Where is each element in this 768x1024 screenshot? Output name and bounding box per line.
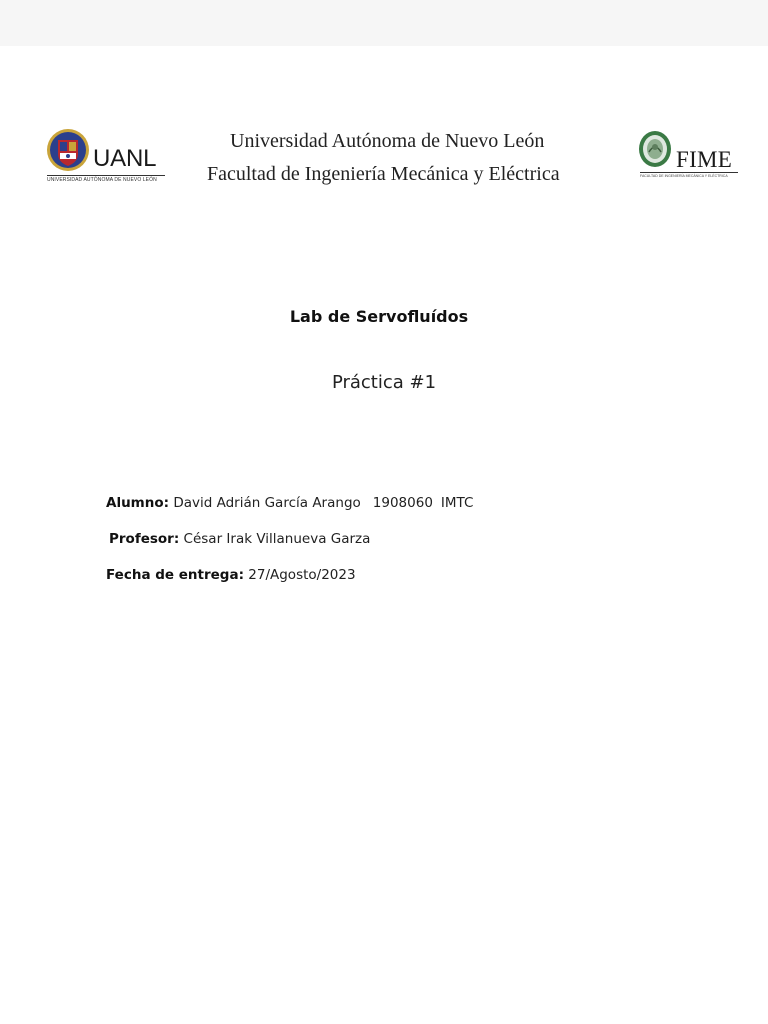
fime-logo-text: FIME — [676, 147, 733, 172]
uanl-logo-text: UANL — [93, 145, 157, 172]
professor-row — [109, 531, 370, 547]
delivery-date-label: Fecha de entrega: — [106, 567, 244, 583]
uanl-logo — [46, 128, 168, 184]
uanl-logo-rule — [47, 175, 165, 176]
fime-logo-tagline: FACULTAD DE INGENIERÍA MECÁNICA Y ELÉCTRICA — [640, 174, 728, 178]
fime-logo-rule — [640, 172, 738, 173]
student-label: Alumno: — [106, 495, 170, 511]
fime-logo — [638, 130, 740, 182]
practice-title: Práctica #1 — [331, 372, 437, 393]
uanl-shield-icon — [46, 128, 90, 172]
student-program: IMTC — [440, 495, 474, 511]
student-name: David Adrián García Arango — [173, 495, 361, 511]
professor-name: César Irak Villanueva Garza — [183, 531, 371, 547]
viewer-top-strip — [0, 0, 768, 47]
faculty-name: Facultad de Ingeniería Mecánica y Eléctrica — [207, 163, 560, 185]
student-row — [106, 495, 473, 511]
professor-label: Profesor: — [109, 531, 180, 547]
university-name: Universidad Autónoma de Nuevo León — [230, 130, 545, 152]
fime-seal-icon — [638, 130, 672, 168]
course-title: Lab de Servofluídos — [289, 307, 469, 326]
student-id: 1908060 — [372, 495, 433, 511]
delivery-date-row — [106, 567, 356, 583]
uanl-logo-tagline: UNIVERSIDAD AUTÓNOMA DE NUEVO LEÓN — [47, 177, 157, 183]
delivery-date-value: 27/Agosto/2023 — [248, 567, 356, 583]
